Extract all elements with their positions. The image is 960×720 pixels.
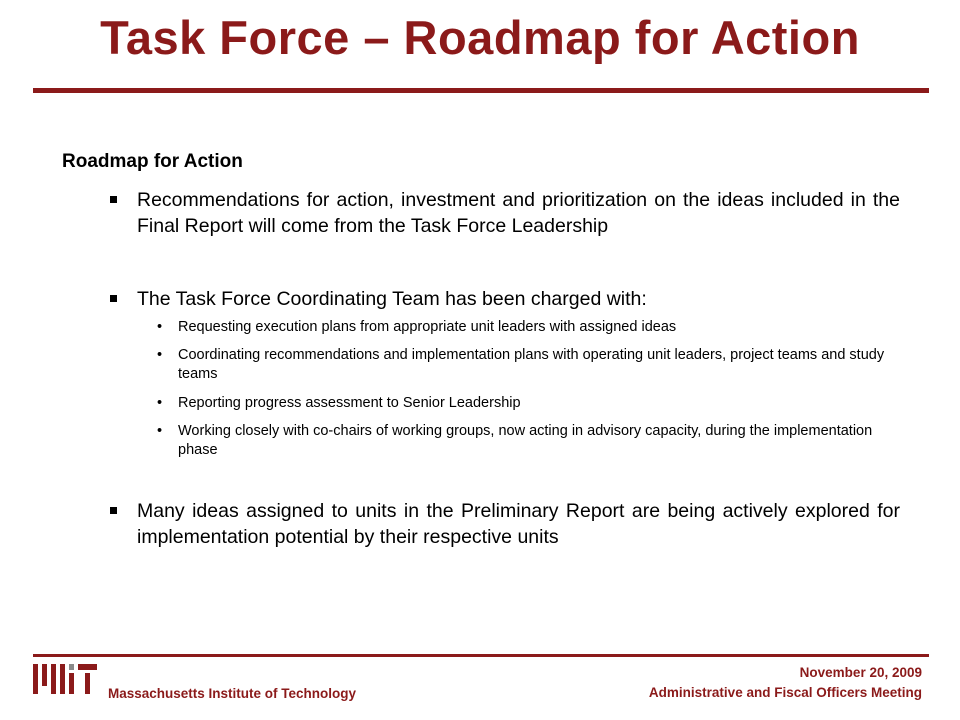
dot-bullet-icon: • [157, 395, 163, 411]
institute-name: Massachusetts Institute of Technology [108, 686, 357, 701]
mit-logo-icon [33, 664, 97, 694]
bullet-text: Recommendations for action, investment and prioritization on the ideas included in the Final Report will come from the Task Force Leadership [137, 189, 900, 237]
meeting-date: November 20, 2009 [799, 665, 922, 680]
bullet-text: Many ideas assigned to units in the Preliminary Report are being actively explored for implementation potential by their respective units [137, 500, 900, 548]
section-heading: Roadmap for Action [62, 151, 243, 172]
footer-divider [33, 654, 929, 657]
sub-bullet-item [157, 318, 897, 337]
dot-bullet-icon: • [157, 347, 163, 363]
dot-bullet-icon: • [157, 423, 163, 439]
square-bullet-icon [110, 295, 117, 302]
slide-title: Task Force – Roadmap for Action [100, 11, 860, 64]
bullet-item [110, 187, 900, 239]
square-bullet-icon [110, 507, 117, 514]
sub-bullet-text: Reporting progress assessment to Senior Leadership [178, 395, 521, 411]
sub-bullet-text: Coordinating recommendations and implementation plans with operating unit leaders, project teams and study teams [178, 347, 885, 382]
dot-bullet-icon: • [157, 319, 163, 335]
sub-bullet-text: Working closely with co-chairs of working groups, now acting in advisory capacity, during the implementation phase [178, 423, 873, 458]
title-divider [33, 88, 929, 93]
bullet-text: The Task Force Coordinating Team has been charged with: [137, 288, 647, 310]
meeting-name: Administrative and Fiscal Officers Meeting [648, 685, 922, 700]
sub-bullet-item [157, 422, 897, 460]
sub-bullet-item [157, 346, 897, 384]
bullet-item [110, 498, 900, 550]
bullet-item [110, 286, 900, 312]
square-bullet-icon [110, 196, 117, 203]
sub-bullet-item [157, 394, 897, 413]
sub-bullet-text: Requesting execution plans from appropriate unit leaders with assigned ideas [178, 319, 677, 335]
